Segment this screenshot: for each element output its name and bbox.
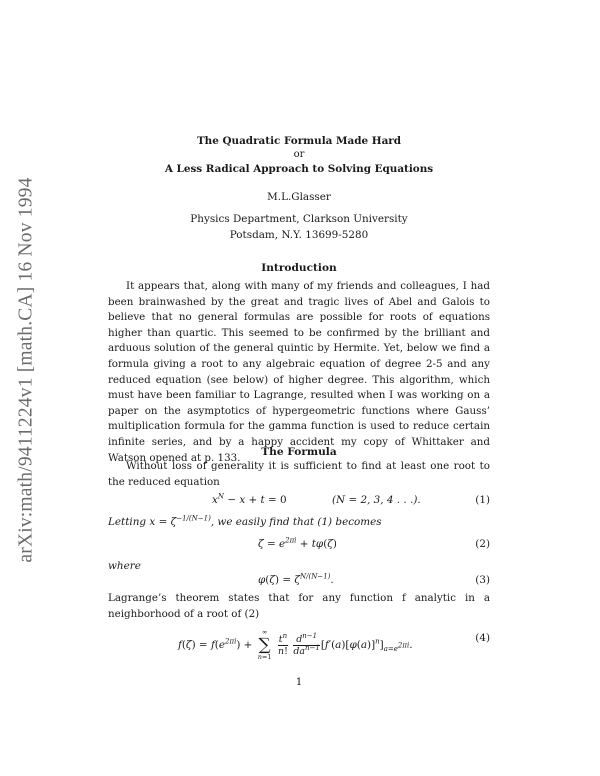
fraction-derivative: $\frac{d^{n-1}}{da^{n-1}}$ <box>293 631 320 657</box>
author-affiliation <box>108 211 490 243</box>
arxiv-stamp <box>12 155 42 585</box>
equation-1-number: (1) <box>475 494 490 506</box>
equation-1-range: (N = 2, 3, 4 . . .). <box>332 494 421 506</box>
letting-prefix: Letting <box>108 516 147 528</box>
arxiv-stamp-text: arXiv:math/9411224v1 [math.CA] 16 Nov 1994 <box>16 177 37 563</box>
equation-2-number: (2) <box>475 538 490 550</box>
paper-title: The Quadratic Formula Made Hard <box>196 135 402 147</box>
equation-1-expression: $x^N - x + t = 0$ <box>212 492 287 506</box>
equation-3-number: (3) <box>475 574 490 586</box>
page-number: 1 <box>295 676 303 688</box>
equation-2 <box>108 538 490 558</box>
fraction-t-n: $\frac{t^n}{n!}$ <box>278 631 288 657</box>
formula-intro-paragraph: Without loss of generality it is sufficient to find at least one root to the reduced equation <box>108 460 490 488</box>
formula-heading: The Formula <box>261 446 337 458</box>
paper-subtitle: A Less Radical Approach to Solving Equations <box>164 163 434 175</box>
letting-line-text: Letting $x = \zeta^{-1/(N-1)}$, we easily find that (1) becomes <box>108 514 382 528</box>
summation-symbol: ∞ ∑ n=1 <box>257 628 272 661</box>
author-name: M.L.Glasser <box>267 191 331 203</box>
introduction-paragraph: It appears that, along with many of my friends and colleagues, I had been brainwashed by the great and tragic lives of Abel and Galois to believe that no general formulas are possible for roots of equations higher than quartic. This seemed to be confirmed by the brilliant and arduous solution of the general quintic by Hermite. Yet, below we find a formula giving a root to any algebraic equation of degree 2-5 and any reduced equation (see below) of higher degree. This algorithm, which must have been familiar to Lagrange, resulted when I was working on a paper on the asymptotics of hypergeometric functions where Gauss’ multiplication formula for the gamma function is used to reduce certain infinite series, and by a happy accident my copy of Whittaker and Watson opened at p. 133. <box>108 280 490 464</box>
letting-line <box>108 516 490 536</box>
affiliation-line-2: Potsdam, N.Y. 13699-5280 <box>229 229 369 241</box>
introduction-heading: Introduction <box>261 262 337 274</box>
affiliation-line-1: Physics Department, Clarkson University <box>190 213 408 225</box>
equation-2-expression: $\zeta = e^{2\pi i} + t\varphi(\zeta)$ <box>258 536 337 550</box>
equation-4-number: (4) <box>475 632 490 644</box>
letting-suffix: , we easily find that (1) becomes <box>210 516 382 528</box>
equation-1 <box>108 494 490 514</box>
equation-3-expression: $\varphi(\zeta) = \zeta^{N/(N-1)}$. <box>258 572 334 586</box>
where-text: where <box>108 560 141 572</box>
equation-4 <box>108 626 490 662</box>
equation-4-expression: $f(\zeta) = f(e^{2\pi i})$ + ∞ ∑ n=1 $\frac{t^n}{n!}$ $\frac{d^{n-1}}{da^{n-1}}$ $[f'(a)[\varphi(a)]^n]_{a=e^{2\pi i}}$. <box>178 628 413 661</box>
title-conjunction: or <box>293 149 305 160</box>
lagrange-paragraph: Lagrange’s theorem states that for any function f analytic in a neighborhood of a root of (2) <box>108 592 490 620</box>
